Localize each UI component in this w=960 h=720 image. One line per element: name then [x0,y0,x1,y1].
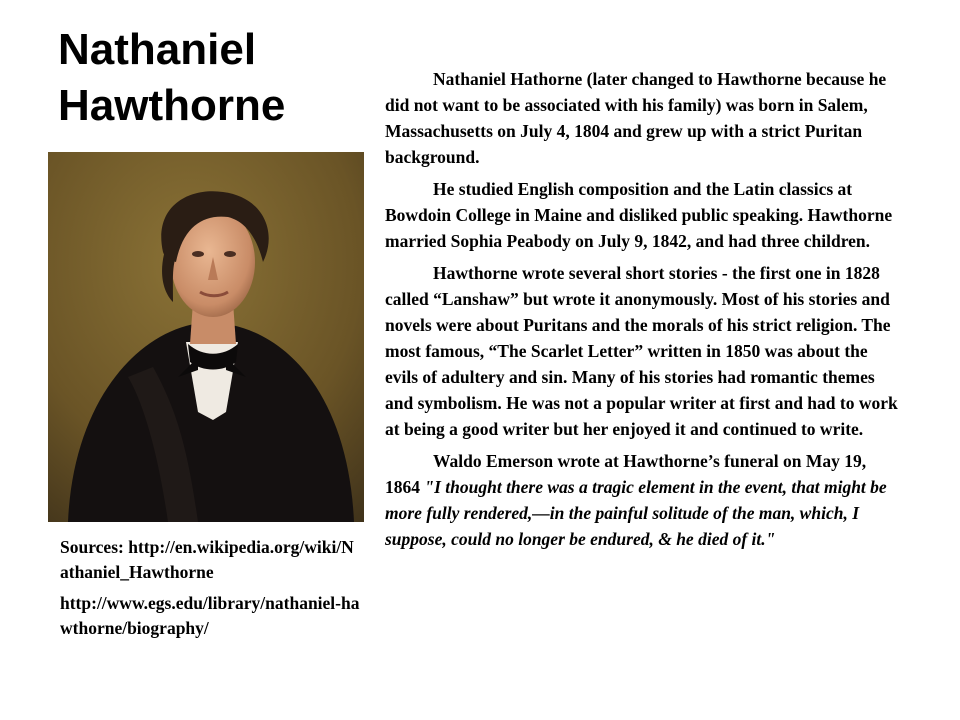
biography-text [385,66,905,558]
paragraph-education: He studied English composition and the Latin classics at Bowdoin College in Maine and disliked public speaking. Hawthorne married Sophia Peabody on July 9, 1842, and had three children. [385,179,893,251]
paragraph-funeral [385,448,905,552]
paragraph-works: Hawthorne wrote several short stories - the first one in 1828 called “Lanshaw” but wrote it anonymously. Most of his stories and novels were about Puritans and the morals of his strict religion. The most famous, “The Scarlet Letter” written in 1850 was about the evils of adultery and sin. Many of his stories had romantic themes and symbolism. He was not a popular writer at first and had to work at being a good writer but her enjoyed it and continued to write. [385,263,898,439]
paragraph-birth: Nathaniel Hathorne (later changed to Hawthorne because he did not want to be associated with his family) was born in Salem, Massachusetts on July 4, 1804 and grew up with a strict Puritan background. [385,69,887,167]
source-wikipedia: Sources: http://en.wikipedia.org/wiki/Nathaniel_Hawthorne [60,537,354,582]
sources-block [60,535,360,647]
source-egs: http://www.egs.edu/library/nathaniel-hawthorne/biography/ [60,593,360,638]
slide-title: Nathaniel Hawthorne [58,25,286,130]
emerson-quote: "I thought there was a tragic element in the event, that might be more fully rendered,—in the painful solitude of the man, which, I suppose, could no longer be endured, & he died of it." [385,477,887,549]
funeral-intro: Waldo Emerson wrote at Hawthorne’s funeral on May 19, 1864 [385,451,867,497]
portrait-image [48,152,364,522]
